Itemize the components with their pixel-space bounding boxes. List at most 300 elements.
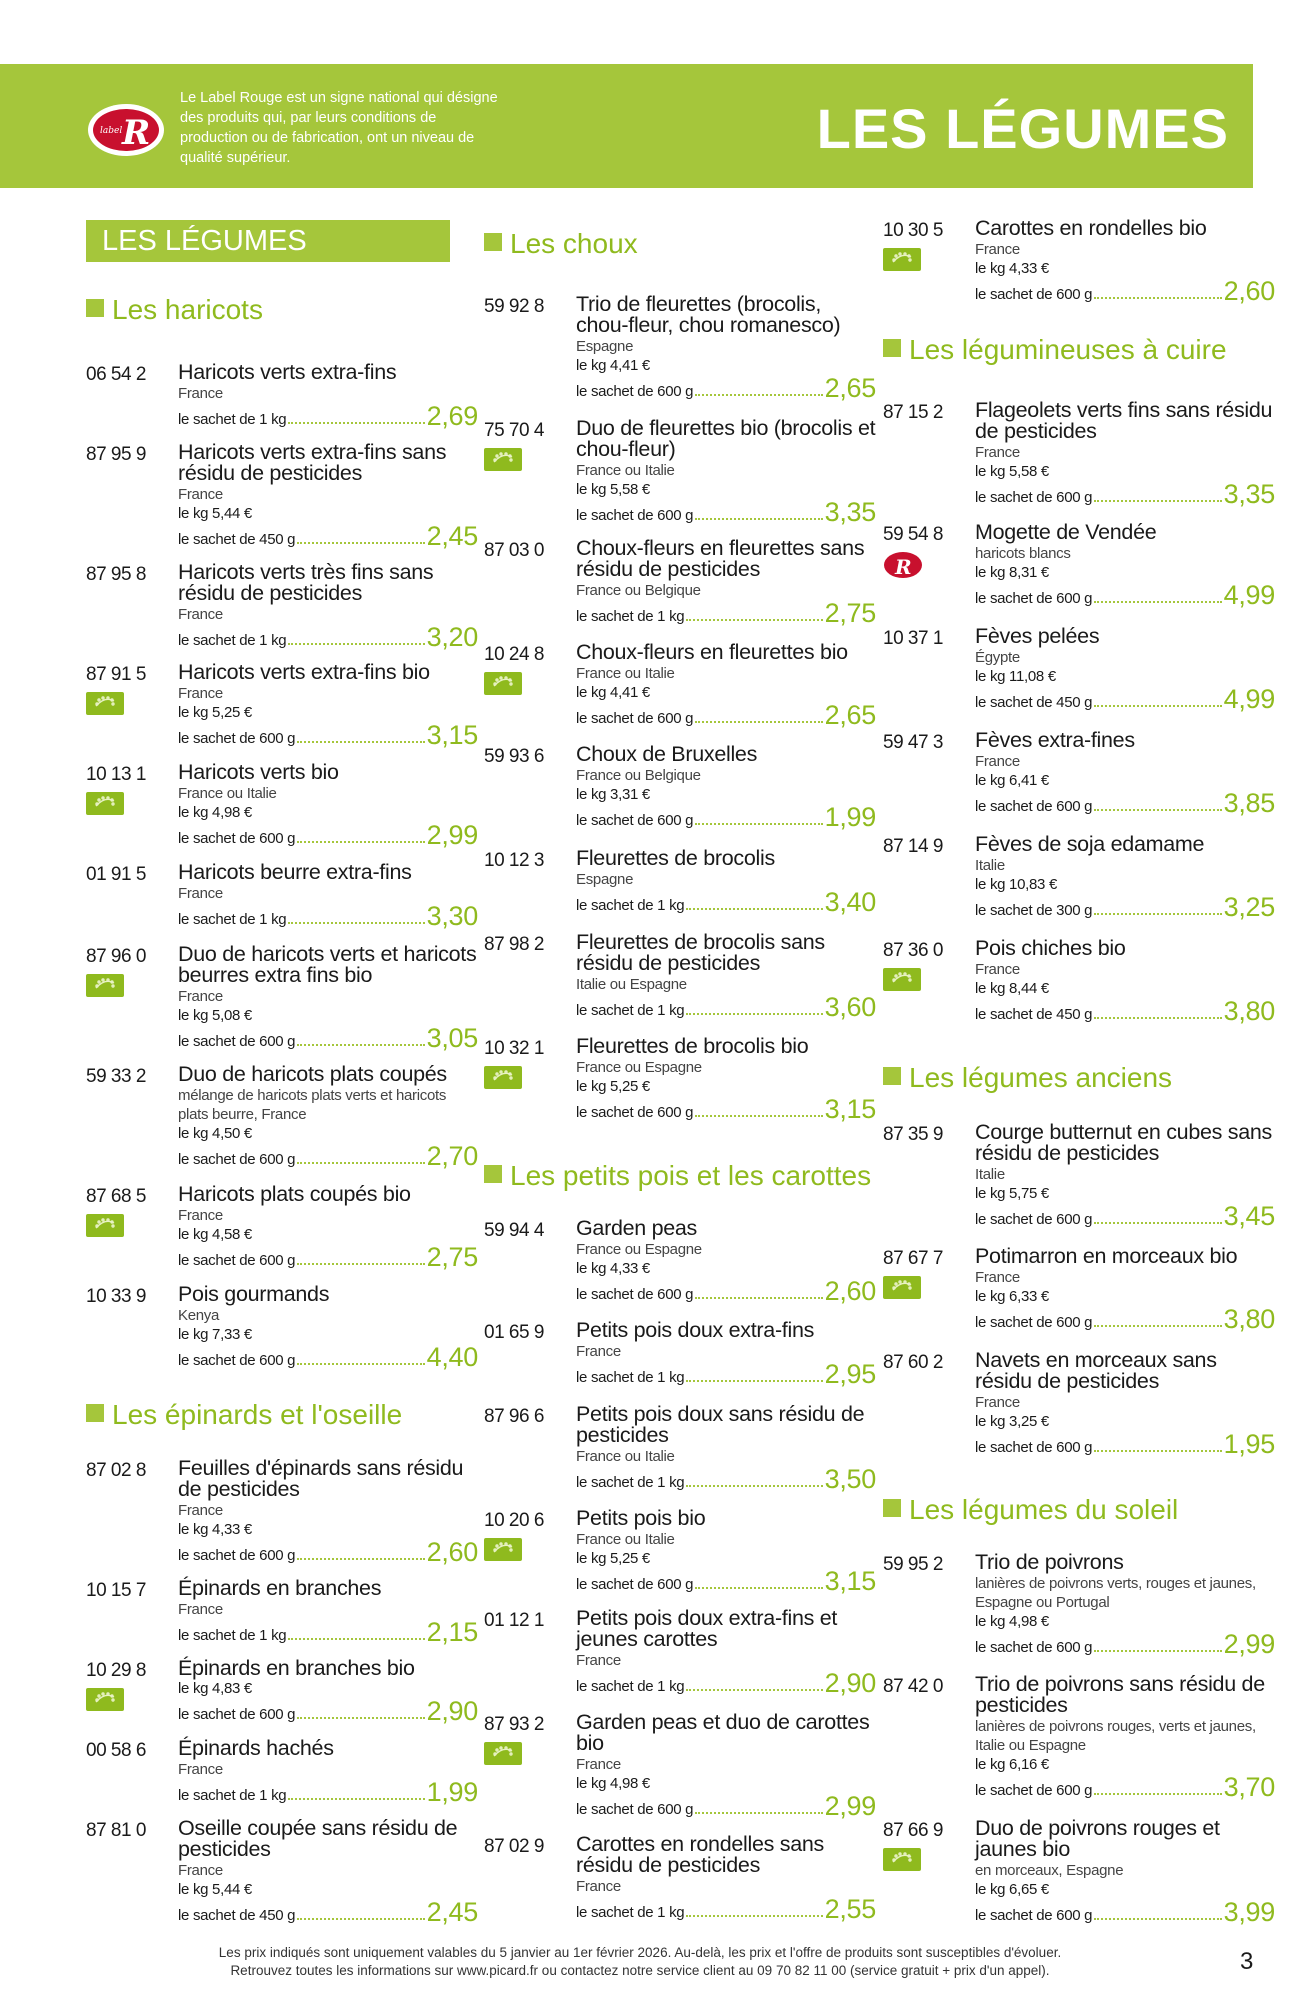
- price-line: [178, 1899, 478, 1925]
- leader-dots: [686, 619, 822, 621]
- label-rouge-icon: [883, 550, 923, 580]
- price-per-kg: le kg 5,44 €: [178, 1881, 252, 1898]
- product-details: [975, 626, 1275, 712]
- pack-size: le sachet de 600 g: [178, 1252, 296, 1269]
- product-code: 87 14 9: [883, 836, 943, 857]
- product-name: Duo de haricots plats coupés: [178, 1062, 447, 1086]
- product-details: [178, 662, 478, 748]
- price-per-kg: le kg 4,41 €: [576, 357, 650, 374]
- price-line: [178, 1344, 478, 1370]
- pack-size: le sachet de 600 g: [576, 1286, 694, 1303]
- product-name: Choux de Bruxelles: [576, 742, 758, 766]
- product-origin: France: [178, 385, 223, 402]
- pack-size: le sachet de 600 g: [576, 812, 694, 829]
- leader-dots: [297, 1918, 424, 1920]
- product-origin: mélange de haricots plats verts et haricots plats beurre, France: [178, 1087, 447, 1123]
- pack-size: le sachet de 600 g: [576, 507, 694, 524]
- price-line: [576, 1096, 876, 1122]
- product-details: [178, 1658, 478, 1724]
- pack-size: le sachet de 600 g: [576, 1104, 694, 1121]
- product-origin: Italie: [975, 1166, 1005, 1183]
- pack-size: le sachet de 600 g: [975, 590, 1093, 607]
- pack-size: le sachet de 1 kg: [576, 1904, 685, 1921]
- price-line: [178, 403, 478, 429]
- leader-dots: [1094, 913, 1221, 915]
- footer-line-2: Retrouvez toutes les informations sur www.picard.fr ou contactez notre service client au 09 70 82 11 00 (service gratuit + prix d'un appel).: [230, 1963, 1050, 1978]
- product-price: 3,60: [824, 992, 876, 1022]
- product-code: 87 96 6: [484, 1406, 544, 1427]
- price-line: [576, 804, 876, 830]
- leader-dots: [686, 1485, 822, 1487]
- leader-dots: [1094, 705, 1221, 707]
- product-origin: France: [178, 1502, 223, 1519]
- product-name: Garden peas et duo de carottes bio: [576, 1710, 870, 1755]
- product-name: Courge butternut en cubes sans résidu de pesticides: [975, 1120, 1272, 1165]
- product-code: 87 95 8: [86, 564, 146, 585]
- product-name: Haricots verts extra-fins bio: [178, 660, 430, 684]
- price-per-kg: le kg 5,25 €: [178, 704, 252, 721]
- product-details: [576, 848, 876, 915]
- product-price: 3,30: [426, 901, 478, 931]
- price-per-kg: le kg 4,58 €: [178, 1226, 252, 1243]
- price-line: [975, 278, 1275, 304]
- price-line: [975, 790, 1275, 816]
- price-line: [576, 994, 876, 1020]
- svg-text:R: R: [122, 113, 151, 153]
- product-origin: Kenya: [178, 1307, 220, 1324]
- product-name: Navets en morceaux sans résidu de pesticides: [975, 1348, 1217, 1393]
- product-name: Épinards hachés: [178, 1736, 334, 1760]
- product-details: [576, 538, 876, 626]
- product-code: 87 68 5: [86, 1186, 146, 1207]
- price-line: [178, 1779, 478, 1805]
- product-origin: France: [178, 486, 223, 503]
- pack-size: le sachet de 600 g: [975, 1314, 1093, 1331]
- price-per-kg: le kg 4,33 €: [576, 1260, 650, 1277]
- price-per-kg: le kg 5,44 €: [178, 505, 252, 522]
- product-origin: France: [576, 1343, 621, 1360]
- leader-dots: [686, 1380, 822, 1382]
- product-name: Fleurettes de brocolis: [576, 846, 775, 870]
- pack-size: le sachet de 300 g: [975, 902, 1093, 919]
- product-price: 3,80: [1223, 996, 1275, 1026]
- price-per-kg: le kg 6,33 €: [975, 1288, 1049, 1305]
- pack-size: le sachet de 600 g: [178, 1547, 296, 1564]
- product-origin: France: [576, 1756, 621, 1773]
- pack-size: le sachet de 600 g: [576, 383, 694, 400]
- product-name: Fèves extra-fines: [975, 728, 1135, 752]
- product-details: [178, 1578, 478, 1645]
- product-code: 10 15 7: [86, 1580, 146, 1601]
- price-line: [178, 822, 478, 848]
- product-name: Flageolets verts fins sans résidu de pesticides: [975, 398, 1273, 443]
- product-origin: France ou Espagne: [576, 1241, 702, 1258]
- product-details: [975, 1122, 1275, 1229]
- pack-size: le sachet de 600 g: [975, 1211, 1093, 1228]
- pack-size: le sachet de 600 g: [975, 286, 1093, 303]
- product-details: [178, 762, 478, 848]
- product-code: 87 98 2: [484, 934, 544, 955]
- product-name: Pois chiches bio: [975, 936, 1126, 960]
- product-code: 06 54 2: [86, 364, 146, 385]
- price-line: [178, 523, 478, 549]
- product-details: [576, 418, 876, 525]
- product-price: 4,99: [1223, 684, 1275, 714]
- price-per-kg: le kg 4,98 €: [178, 804, 252, 821]
- organic-leaf-icon: [484, 1066, 522, 1089]
- section-epinards: Les épinards et l'oseille: [86, 1399, 402, 1431]
- price-line: [975, 894, 1275, 920]
- leader-dots: [695, 1297, 822, 1299]
- product-code: 87 96 0: [86, 946, 146, 967]
- leader-dots: [297, 1363, 424, 1365]
- organic-leaf-icon: [86, 1214, 124, 1237]
- product-price: 3,25: [1223, 892, 1275, 922]
- product-details: [178, 944, 478, 1051]
- price-per-kg: le kg 3,31 €: [576, 786, 650, 803]
- product-details: [576, 1608, 876, 1696]
- product-code: 10 24 8: [484, 644, 544, 665]
- product-origin: France: [178, 988, 223, 1005]
- footer-legal: [140, 1944, 1140, 1980]
- leader-dots: [1094, 500, 1221, 502]
- leader-dots: [686, 1013, 822, 1015]
- leader-dots: [695, 394, 822, 396]
- leader-dots: [1094, 1450, 1221, 1452]
- product-price: 2,70: [426, 1141, 478, 1171]
- product-name: Haricots verts extra-fins sans résidu de pesticides: [178, 440, 447, 485]
- product-details: [576, 1834, 876, 1922]
- product-name: Haricots plats coupés bio: [178, 1182, 411, 1206]
- pack-size: le sachet de 600 g: [975, 1439, 1093, 1456]
- price-line: [975, 1774, 1275, 1800]
- product-name: Petits pois doux extra-fins et jeunes carottes: [576, 1606, 838, 1651]
- product-origin: France ou Espagne: [576, 1059, 702, 1076]
- product-details: [975, 400, 1275, 507]
- organic-leaf-icon: [86, 792, 124, 815]
- leader-dots: [686, 1689, 822, 1691]
- product-price: 4,40: [426, 1342, 478, 1372]
- product-code: 10 12 3: [484, 850, 544, 871]
- product-details: [576, 1712, 876, 1819]
- leader-dots: [686, 908, 822, 910]
- leader-dots: [1094, 601, 1221, 603]
- product-details: [576, 1036, 876, 1122]
- price-line: [576, 499, 876, 525]
- product-details: [975, 1818, 1275, 1925]
- product-details: [975, 218, 1275, 304]
- product-price: 2,60: [824, 1276, 876, 1306]
- product-details: [975, 1674, 1275, 1800]
- leader-dots: [1094, 809, 1221, 811]
- product-price: 3,45: [1223, 1201, 1275, 1231]
- product-price: 2,69: [426, 401, 478, 431]
- price-line: [975, 1306, 1275, 1332]
- pack-size: le sachet de 1 kg: [178, 411, 287, 428]
- product-price: 1,99: [426, 1777, 478, 1807]
- product-price: 2,99: [824, 1791, 876, 1821]
- product-price: 2,15: [426, 1617, 478, 1647]
- pack-size: le sachet de 600 g: [178, 1151, 296, 1168]
- pack-size: le sachet de 600 g: [178, 1706, 296, 1723]
- pack-size: le sachet de 1 kg: [576, 1474, 685, 1491]
- product-code: 87 60 2: [883, 1352, 943, 1373]
- product-origin: France ou Belgique: [576, 582, 701, 599]
- product-price: 2,55: [824, 1894, 876, 1924]
- product-price: 3,20: [426, 622, 478, 652]
- product-origin: France ou Italie: [576, 462, 675, 479]
- product-name: Trio de poivrons sans résidu de pesticides: [975, 1672, 1265, 1717]
- product-code: 87 66 9: [883, 1820, 943, 1841]
- leader-dots: [288, 643, 424, 645]
- price-line: [975, 1899, 1275, 1925]
- leader-dots: [297, 542, 424, 544]
- price-line: [178, 624, 478, 650]
- product-origin: haricots blancs: [975, 545, 1071, 562]
- price-per-kg: le kg 5,25 €: [576, 1550, 650, 1567]
- product-price: 2,99: [1223, 1629, 1275, 1659]
- product-price: 3,99: [1223, 1897, 1275, 1927]
- leader-dots: [1094, 1017, 1221, 1019]
- product-code: 59 95 2: [883, 1554, 943, 1575]
- product-origin: France ou Italie: [178, 785, 277, 802]
- pack-size: le sachet de 600 g: [975, 1907, 1093, 1924]
- product-price: 2,75: [824, 598, 876, 628]
- product-origin: France ou Belgique: [576, 767, 701, 784]
- price-per-kg: le kg 4,98 €: [576, 1775, 650, 1792]
- product-price: 3,05: [426, 1023, 478, 1053]
- pack-size: le sachet de 600 g: [975, 1782, 1093, 1799]
- product-origin: France: [975, 444, 1020, 461]
- column-title: LES LÉGUMES: [86, 220, 450, 262]
- leader-dots: [288, 1638, 424, 1640]
- pack-size: le sachet de 600 g: [576, 1576, 694, 1593]
- price-per-kg: le kg 11,08 €: [975, 668, 1056, 685]
- leader-dots: [297, 1558, 424, 1560]
- product-name: Petits pois bio: [576, 1506, 706, 1530]
- price-line: [178, 1698, 478, 1724]
- leader-dots: [695, 721, 822, 723]
- product-origin: France: [576, 1652, 621, 1669]
- product-details: [576, 642, 876, 728]
- product-name: Haricots beurre extra-fins: [178, 860, 412, 884]
- product-origin: Italie: [975, 857, 1005, 874]
- product-price: 2,95: [824, 1359, 876, 1389]
- pack-size: le sachet de 1 kg: [178, 632, 287, 649]
- product-price: 3,35: [1223, 479, 1275, 509]
- organic-leaf-icon: [86, 1688, 124, 1711]
- price-line: [178, 1143, 478, 1169]
- product-code: 87 91 5: [86, 664, 146, 685]
- product-name: Fleurettes de brocolis bio: [576, 1034, 809, 1058]
- product-name: Fleurettes de brocolis sans résidu de pesticides: [576, 930, 825, 975]
- product-name: Trio de fleurettes (brocolis, chou-fleur, chou romanesco): [576, 292, 841, 337]
- product-origin: France: [178, 1862, 223, 1879]
- product-details: [178, 1458, 478, 1565]
- product-code: 87 03 0: [484, 540, 544, 561]
- product-name: Haricots verts bio: [178, 760, 339, 784]
- product-name: Haricots verts très fins sans résidu de pesticides: [178, 560, 434, 605]
- product-code: 87 95 9: [86, 444, 146, 465]
- product-origin: France: [178, 606, 223, 623]
- leader-dots: [297, 1162, 424, 1164]
- price-per-kg: le kg 4,41 €: [576, 684, 650, 701]
- product-origin: France: [178, 1207, 223, 1224]
- product-details: [178, 562, 478, 650]
- product-origin: Espagne: [576, 871, 634, 888]
- product-origin: en morceaux, Espagne: [975, 1862, 1124, 1879]
- pack-size: le sachet de 450 g: [178, 1907, 296, 1924]
- price-line: [178, 1244, 478, 1270]
- product-details: [975, 522, 1275, 608]
- price-per-kg: le kg 4,50 €: [178, 1125, 252, 1142]
- product-origin: France: [975, 1394, 1020, 1411]
- product-code: 87 02 8: [86, 1460, 146, 1481]
- product-code: 87 36 0: [883, 940, 943, 961]
- leader-dots: [1094, 297, 1221, 299]
- product-code: 87 15 2: [883, 402, 943, 423]
- product-code: 00 58 6: [86, 1740, 146, 1761]
- price-line: [576, 1568, 876, 1594]
- product-name: Potimarron en morceaux bio: [975, 1244, 1238, 1268]
- page-title: LES LÉGUMES: [816, 97, 1229, 160]
- product-details: [576, 1508, 876, 1594]
- product-price: 3,50: [824, 1464, 876, 1494]
- pack-size: le sachet de 450 g: [178, 531, 296, 548]
- pack-size: le sachet de 600 g: [576, 1801, 694, 1818]
- price-line: [576, 1278, 876, 1304]
- svg-text:R: R: [895, 555, 912, 579]
- price-per-kg: le kg 8,31 €: [975, 564, 1049, 581]
- product-origin: France ou Italie: [576, 1531, 675, 1548]
- product-details: [975, 1246, 1275, 1332]
- pack-size: le sachet de 1 kg: [576, 608, 685, 625]
- price-per-kg: le kg 4,33 €: [975, 260, 1049, 277]
- price-line: [576, 889, 876, 915]
- pack-size: le sachet de 600 g: [178, 1352, 296, 1369]
- page-number: 3: [1240, 1948, 1254, 1975]
- product-origin: France: [975, 1269, 1020, 1286]
- organic-leaf-icon: [883, 1848, 921, 1871]
- product-price: 4,99: [1223, 580, 1275, 610]
- svg-text:label: label: [100, 126, 123, 136]
- product-price: 3,80: [1223, 1304, 1275, 1334]
- leader-dots: [1094, 1325, 1221, 1327]
- product-origin: lanières de poivrons rouges, verts et jaunes, Italie ou Espagne: [975, 1718, 1256, 1754]
- section-choux: Les choux: [484, 228, 638, 260]
- product-origin: France ou Italie: [576, 665, 675, 682]
- price-per-kg: le kg 4,98 €: [975, 1613, 1049, 1630]
- product-details: [576, 1404, 876, 1492]
- product-code: 87 67 7: [883, 1248, 943, 1269]
- product-price: 1,99: [824, 802, 876, 832]
- leader-dots: [297, 1717, 424, 1719]
- product-details: [975, 938, 1275, 1024]
- product-code: 75 70 4: [484, 420, 544, 441]
- organic-leaf-icon: [86, 692, 124, 715]
- leader-dots: [288, 422, 424, 424]
- pack-size: le sachet de 1 kg: [576, 1678, 685, 1695]
- leader-dots: [297, 1044, 424, 1046]
- product-code: 59 47 3: [883, 732, 943, 753]
- section-legumineuses: Les légumineuses à cuire: [883, 334, 1227, 366]
- price-line: [178, 722, 478, 748]
- leader-dots: [695, 518, 822, 520]
- product-origin: France ou Italie: [576, 1448, 675, 1465]
- product-name: Petits pois doux extra-fins: [576, 1318, 815, 1342]
- product-origin: France: [178, 685, 223, 702]
- price-per-kg: le kg 6,41 €: [975, 772, 1049, 789]
- product-code: 59 54 8: [883, 524, 943, 545]
- leader-dots: [297, 741, 424, 743]
- organic-leaf-icon: [883, 1276, 921, 1299]
- product-details: [178, 1064, 478, 1169]
- leader-dots: [1094, 1918, 1221, 1920]
- organic-leaf-icon: [484, 1742, 522, 1765]
- price-line: [178, 903, 478, 929]
- product-code: 87 93 2: [484, 1714, 544, 1735]
- product-details: [576, 1218, 876, 1304]
- price-per-kg: le kg 3,25 €: [975, 1413, 1049, 1430]
- organic-leaf-icon: [484, 448, 522, 471]
- leader-dots: [1094, 1793, 1221, 1795]
- leader-dots: [1094, 1222, 1221, 1224]
- price-line: [576, 702, 876, 728]
- price-per-kg: le kg 8,44 €: [975, 980, 1049, 997]
- leader-dots: [695, 1812, 822, 1814]
- product-details: [576, 932, 876, 1020]
- organic-leaf-icon: [484, 1538, 522, 1561]
- leader-dots: [695, 1115, 822, 1117]
- product-details: [576, 744, 876, 830]
- product-origin: France: [975, 961, 1020, 978]
- product-price: 2,45: [426, 1897, 478, 1927]
- product-name: Choux-fleurs en fleurettes sans résidu de pesticides: [576, 536, 865, 581]
- product-price: 3,40: [824, 887, 876, 917]
- product-price: 2,60: [1223, 276, 1275, 306]
- product-origin: Italie ou Espagne: [576, 976, 687, 993]
- product-name: Oseille coupée sans résidu de pesticides: [178, 1816, 458, 1861]
- pack-size: le sachet de 600 g: [975, 798, 1093, 815]
- price-per-kg: le kg 7,33 €: [178, 1326, 252, 1343]
- price-per-kg: le kg 5,58 €: [975, 463, 1049, 480]
- product-code: 87 42 0: [883, 1676, 943, 1697]
- price-line: [178, 1025, 478, 1051]
- leader-dots: [695, 823, 822, 825]
- product-code: 10 29 8: [86, 1660, 146, 1681]
- product-code: 87 81 0: [86, 1820, 146, 1841]
- price-line: [975, 481, 1275, 507]
- leader-dots: [297, 1263, 424, 1265]
- product-name: Carottes en rondelles bio: [975, 216, 1207, 240]
- pack-size: le sachet de 1 kg: [178, 1627, 287, 1644]
- product-price: 2,65: [824, 373, 876, 403]
- pack-size: le sachet de 600 g: [178, 830, 296, 847]
- organic-leaf-icon: [86, 974, 124, 997]
- leader-dots: [686, 1915, 822, 1917]
- product-origin: France: [178, 1601, 223, 1618]
- product-code: 59 94 4: [484, 1220, 544, 1241]
- product-origin: France: [975, 753, 1020, 770]
- product-details: [178, 1818, 478, 1925]
- product-price: 3,15: [824, 1566, 876, 1596]
- product-name: Épinards en branches bio: [178, 1656, 415, 1680]
- price-line: [576, 1896, 876, 1922]
- organic-leaf-icon: [883, 968, 921, 991]
- product-code: 01 91 5: [86, 864, 146, 885]
- product-code: 10 20 6: [484, 1510, 544, 1531]
- product-details: [576, 1320, 876, 1387]
